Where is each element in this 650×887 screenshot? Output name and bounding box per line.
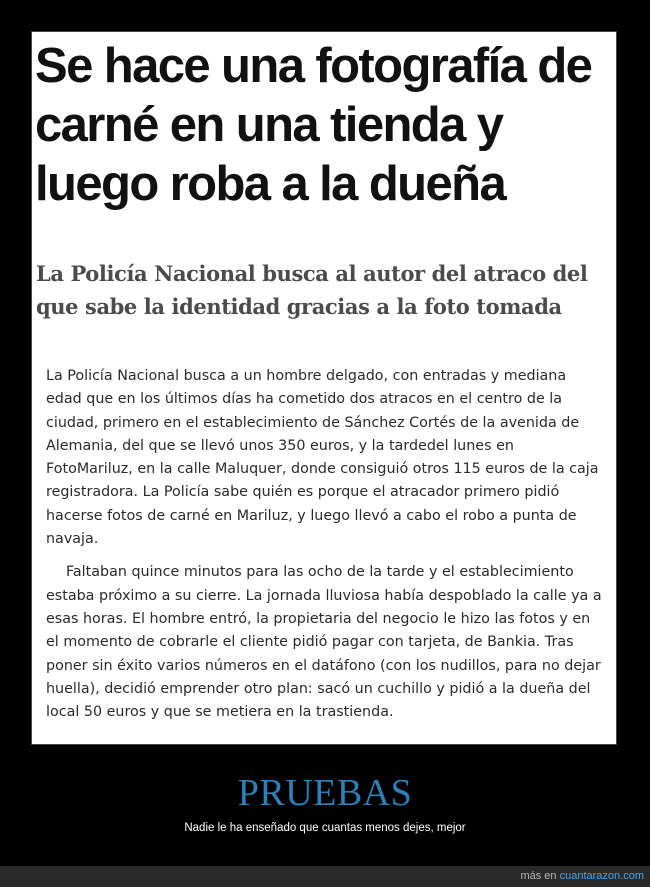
- article-screenshot: [32, 32, 616, 744]
- footer-prefix: más en: [520, 870, 560, 882]
- article-paragraph-2: Faltaban quince minutos para las ocho de la tarde y el establecimiento estaba próximo a su cierre. La jornada lluviosa había despoblado la calle ya a esas horas. El hombre entró, la propietaria del negocio le hizo las fotos y en el momento de cobrarle el cliente pidió pagar con tarjeta, de Bankia. Tras poner sin éxito varios números en el datáfono (con los nudillos, para no dejar huella), decidió emprender otro plan: sacó un cuchillo y pidió a la dueña del local 50 euros y que se metiera en la trastienda.: [46, 564, 602, 721]
- article-headline: Se hace una fotografía de carné en una tienda y luego roba a la dueña: [35, 39, 592, 211]
- meme-caption: Nadie le ha enseñado que cuantas menos dejes, mejor: [184, 822, 466, 834]
- article-subtitle: La Policía Nacional busca al autor del atraco del que sabe la identidad gracias a la foto tomada: [36, 261, 588, 319]
- footer-bar: [0, 866, 650, 887]
- footer-credit: [520, 869, 644, 884]
- article-body: [46, 365, 602, 724]
- site-link[interactable]: cuantarazon.com: [559, 870, 644, 882]
- meme-title: PRUEBAS: [237, 772, 413, 814]
- article-paragraph-1: La Policía Nacional busca a un hombre delgado, con entradas y mediana edad que en los últimos días ha cometido dos atracos en el centro de la ciudad, primero en el establecimiento de Sánchez Cortés de la avenida de Alemania, del que se llevó unos 350 euros, y la tardedel lunes en FotoMariluz, en la calle Maluquer, donde consiguió otros 115 euros de la caja registradora. La Policía sabe quién es porque el atracador primero pidió hacerse fotos de carné en Mariluz, y luego llevó a cabo el robo a punta de navaja.: [46, 368, 599, 548]
